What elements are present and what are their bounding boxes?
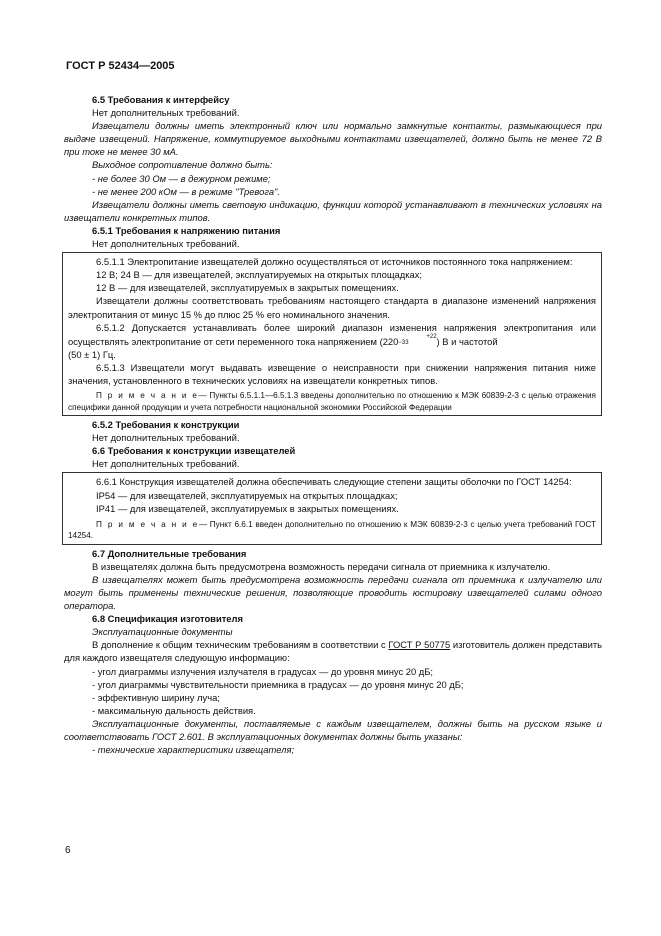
clause-6-5-1-3: 6.5.1.3 Извещатели могут выдавать извещение о неисправности при снижении напряжения питания ниже значения, установленного в технических условиях на извещатели конкретных типов. bbox=[68, 361, 596, 386]
section-6-8-title: 6.8 Спецификация изготовителя bbox=[92, 613, 243, 625]
section-6-8-list-item: - угол диаграммы излучения излучателя в градусах — до уровня минус 20 дБ; bbox=[92, 665, 434, 677]
voltage-tolerance-plus: +22 bbox=[426, 333, 437, 340]
section-6-8-subtitle: Эксплуатационные документы bbox=[92, 626, 233, 638]
box-list-item: IP41 — для извещателей, эксплуатируемых в закрытых помещениях. bbox=[96, 502, 399, 514]
section-6-5-title: 6.5 Требования к интерфейсу bbox=[92, 94, 230, 105]
box-note bbox=[68, 519, 596, 542]
note-label: П р и м е ч а н и е bbox=[96, 519, 199, 529]
section-6-8-paragraph: Эксплуатационные документы, поставляемые с каждым извещателем, должны быть на русском языке и соответствовать ГОСТ 2.601. В эксплуатационных документах должны быть указаны: bbox=[64, 717, 602, 743]
national-addition-box bbox=[62, 472, 602, 544]
national-addition-box bbox=[62, 252, 602, 416]
box-list-item: 12 В — для извещателей, эксплуатируемых в закрытых помещениях. bbox=[96, 282, 399, 294]
clause-6-5-1-2-text: ) В и частотой bbox=[436, 335, 498, 347]
box-list-item: 12 В; 24 В — для извещателей, эксплуатируемых на открытых площадках; bbox=[96, 269, 423, 281]
section-6-7-paragraph: В извещателях должна быть предусмотрена возможность передачи сигнала от приемника к излучателю. bbox=[92, 560, 551, 572]
clause-6-5-1-2-text: 6.5.1.2 Допускается устанавливать более широкий диапазон изменения напряжения электропитания или осуществлять электропитание от сети переменного тока напряжением ( bbox=[68, 321, 596, 347]
document-body bbox=[64, 93, 602, 756]
paragraph-text: изготовитель должен представить для каждого извещателя следующую информацию: bbox=[64, 639, 602, 664]
paragraph-text: В дополнение к общим техническим требованиям в соответствии с bbox=[92, 639, 389, 651]
clause-6-5-1-1: 6.5.1.1 Электропитание извещателей должно осуществляться от источников постоянного тока напряжением: bbox=[96, 256, 573, 268]
section-6-5-1-no-extra: Нет дополнительных требований. bbox=[92, 238, 240, 250]
document-header: ГОСТ Р 52434—2005 bbox=[66, 60, 175, 72]
clause-6-5-1-2-frequency: (50 ± 1) Гц. bbox=[68, 348, 116, 360]
section-6-5-no-extra: Нет дополнительных требований. bbox=[92, 107, 240, 119]
section-6-7-paragraph: В извещателях может быть предусмотрена возможность передачи сигнала от приемника к излучателю или могут быть применены технические решения, позволяющие проводить юстировку извещателей силами одного оператора. bbox=[64, 573, 602, 612]
section-6-8-list-item: - максимальную дальность действия. bbox=[92, 704, 256, 716]
box-list-item: IP54 — для извещателей, эксплуатируемых на открытых площадках; bbox=[96, 489, 398, 501]
box-paragraph: Извещатели должны соответствовать требованиям настоящего стандарта в диапазоне изменений напряжения электропитания от минус 15 % до плюс 25 % его номинального значения. bbox=[68, 295, 596, 320]
section-6-6-no-extra: Нет дополнительных требований. bbox=[92, 458, 240, 470]
section-6-5-paragraph: Извещатели должны иметь световую индикацию, функции которой устанавливают в технических условиях на извещатели конкретных типов. bbox=[64, 198, 602, 223]
voltage-tolerance bbox=[398, 334, 436, 346]
section-6-5-2-no-extra: Нет дополнительных требований. bbox=[92, 432, 240, 444]
clause-6-6-1: 6.6.1 Конструкция извещателей должна обеспечивать следующие степени защиты оболочки по ГОСТ 14254: bbox=[96, 476, 572, 488]
voltage-tolerance-minus: −33 bbox=[398, 339, 409, 346]
box-note bbox=[68, 390, 596, 413]
section-6-5-2-title: 6.5.2 Требования к конструкции bbox=[92, 419, 240, 431]
note-text: — Пункты 6.5.1.1—6.5.1.3 введены дополнительно по отношению к МЭК 60839-2-3 с целью отражения специфики данной продукции и учета потребности национальной экономики Российской Федерации bbox=[68, 391, 596, 412]
section-6-8-paragraph bbox=[64, 638, 602, 664]
section-6-7-title: 6.7 Дополнительные требования bbox=[92, 547, 247, 559]
page-number: 6 bbox=[65, 845, 71, 856]
section-6-5-list-item: - не более 30 Ом — в дежурном режиме; bbox=[92, 172, 271, 184]
section-6-8-list-item: - угол диаграммы чувствительности приемника в градусах — до уровня минус 20 дБ; bbox=[92, 678, 464, 690]
section-6-8-list-item: - эффективную ширину луча; bbox=[92, 691, 220, 703]
section-6-5-1-title: 6.5.1 Требования к напряжению питания bbox=[92, 224, 281, 236]
note-text: — Пункт 6.6.1 введен дополнительно по отношению к МЭК 60839-2-3 с целью учета требований ГОСТ 14254. bbox=[68, 519, 596, 541]
gost-r-50775-link[interactable]: ГОСТ Р 50775 bbox=[388, 639, 451, 651]
section-6-5-paragraph: Извещатели должны иметь электронный ключ или нормально замкнутые контакты, размыкающиеся при выдаче извещений. Напряжение, коммутируемое выходными контактами извещателей, должно быть не менее 72 В при токе не менее 30 мА. bbox=[64, 120, 602, 158]
voltage-base: 220 bbox=[382, 335, 399, 347]
section-6-5-list-item: - не менее 200 кОм — в режиме "Тревога". bbox=[92, 185, 280, 197]
note-label: П р и м е ч а н и е bbox=[96, 391, 199, 401]
section-6-5-paragraph: Выходное сопротивление должно быть: bbox=[92, 159, 273, 171]
clause-6-5-1-2 bbox=[68, 321, 596, 348]
section-6-8-list-item: - технические характеристики извещателя; bbox=[92, 744, 295, 756]
section-6-6-title: 6.6 Требования к конструкции извещателей bbox=[92, 445, 296, 457]
